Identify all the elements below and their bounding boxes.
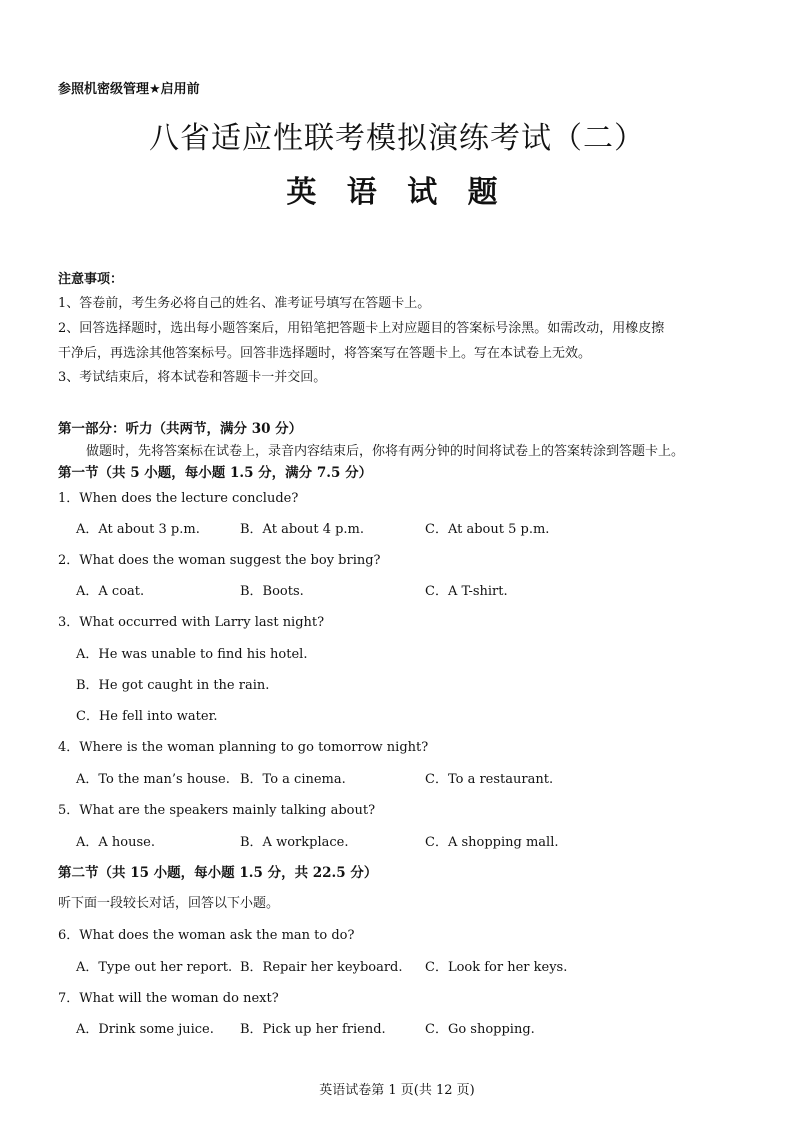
subject-title: 英 语 试 题 <box>286 175 508 210</box>
section1-heading: 第一节（共 5 小题，每小题 1.5 分，满分 7.5 分） <box>58 465 373 481</box>
q5-option-c: C．A shopping mall. <box>425 835 559 850</box>
section2-instruction: 听下面一段较长对话，回答以下小题。 <box>58 896 280 911</box>
notice-item: 干净后，再选涂其他答案标号。回答非选择题时，将答案写在答题卡上。写在本试卷上无效。 <box>58 346 592 361</box>
question-2: 2．What does the woman suggest the boy bring? <box>58 553 381 568</box>
question-5: 5．What are the speakers mainly talking about? <box>58 803 376 818</box>
q6-option-a: A．Type out her report. <box>76 960 233 975</box>
q4-option-c: C．To a restaurant. <box>425 772 554 787</box>
notice-heading: 注意事项： <box>58 272 124 287</box>
notice-item: 3、考试结束后，将本试卷和答题卡一并交回。 <box>58 370 327 385</box>
part1-heading: 第一部分：听力（共两节，满分 30 分） <box>58 421 303 437</box>
q5-option-a: A．A house. <box>76 835 155 850</box>
q7-option-a: A．Drink some juice. <box>76 1022 214 1037</box>
q6-option-b: B．Repair her keyboard. <box>240 960 403 975</box>
q1-option-a: A．At about 3 p.m. <box>76 522 200 537</box>
q3-option-c: C．He fell into water. <box>76 709 218 724</box>
section2-heading: 第二节（共 15 小题，每小题 1.5 分，共 22.5 分） <box>58 865 378 881</box>
q2-option-a: A．A coat. <box>76 584 145 599</box>
question-3: 3．What occurred with Larry last night? <box>58 615 325 630</box>
q7-option-b: B．Pick up her friend. <box>240 1022 386 1037</box>
q3-option-b: B．He got caught in the rain. <box>76 678 270 693</box>
exam-title: 八省适应性联考模拟演练考试（二） <box>149 121 645 156</box>
part1-instruction: 做题时，先将答案标在试卷上，录音内容结束后，你将有两分钟的时间将试卷上的答案转涂到答题卡上。 <box>86 444 685 459</box>
q1-option-c: C．At about 5 p.m. <box>425 522 550 537</box>
notice-item: 1、答卷前，考生务必将自己的姓名、准考证号填写在答题卡上。 <box>58 296 431 311</box>
q5-option-b: B．A workplace. <box>240 835 349 850</box>
q2-option-b: B．Boots. <box>240 584 304 599</box>
q1-option-b: B．At about 4 p.m. <box>240 522 365 537</box>
confidentiality-label: 参照机密级管理★启用前 <box>58 82 200 97</box>
question-7: 7．What will the woman do next? <box>58 991 279 1006</box>
q4-option-a: A．To the man’s house. <box>76 772 230 787</box>
q2-option-c: C．A T-shirt. <box>425 584 508 599</box>
q3-option-a: A．He was unable to find his hotel. <box>76 647 308 662</box>
question-1: 1．When does the lecture conclude? <box>58 491 299 506</box>
q6-option-c: C．Look for her keys. <box>425 960 568 975</box>
q4-option-b: B．To a cinema. <box>240 772 346 787</box>
question-6: 6．What does the woman ask the man to do? <box>58 928 355 943</box>
page-footer: 英语试卷第 1 页(共 12 页) <box>319 1083 475 1098</box>
q7-option-c: C．Go shopping. <box>425 1022 535 1037</box>
notice-item: 2、回答选择题时，选出每小题答案后，用铅笔把答题卡上对应题目的答案标号涂黑。如需改动，用橡皮擦 <box>58 321 665 336</box>
question-4: 4．Where is the woman planning to go tomorrow night? <box>58 740 429 755</box>
